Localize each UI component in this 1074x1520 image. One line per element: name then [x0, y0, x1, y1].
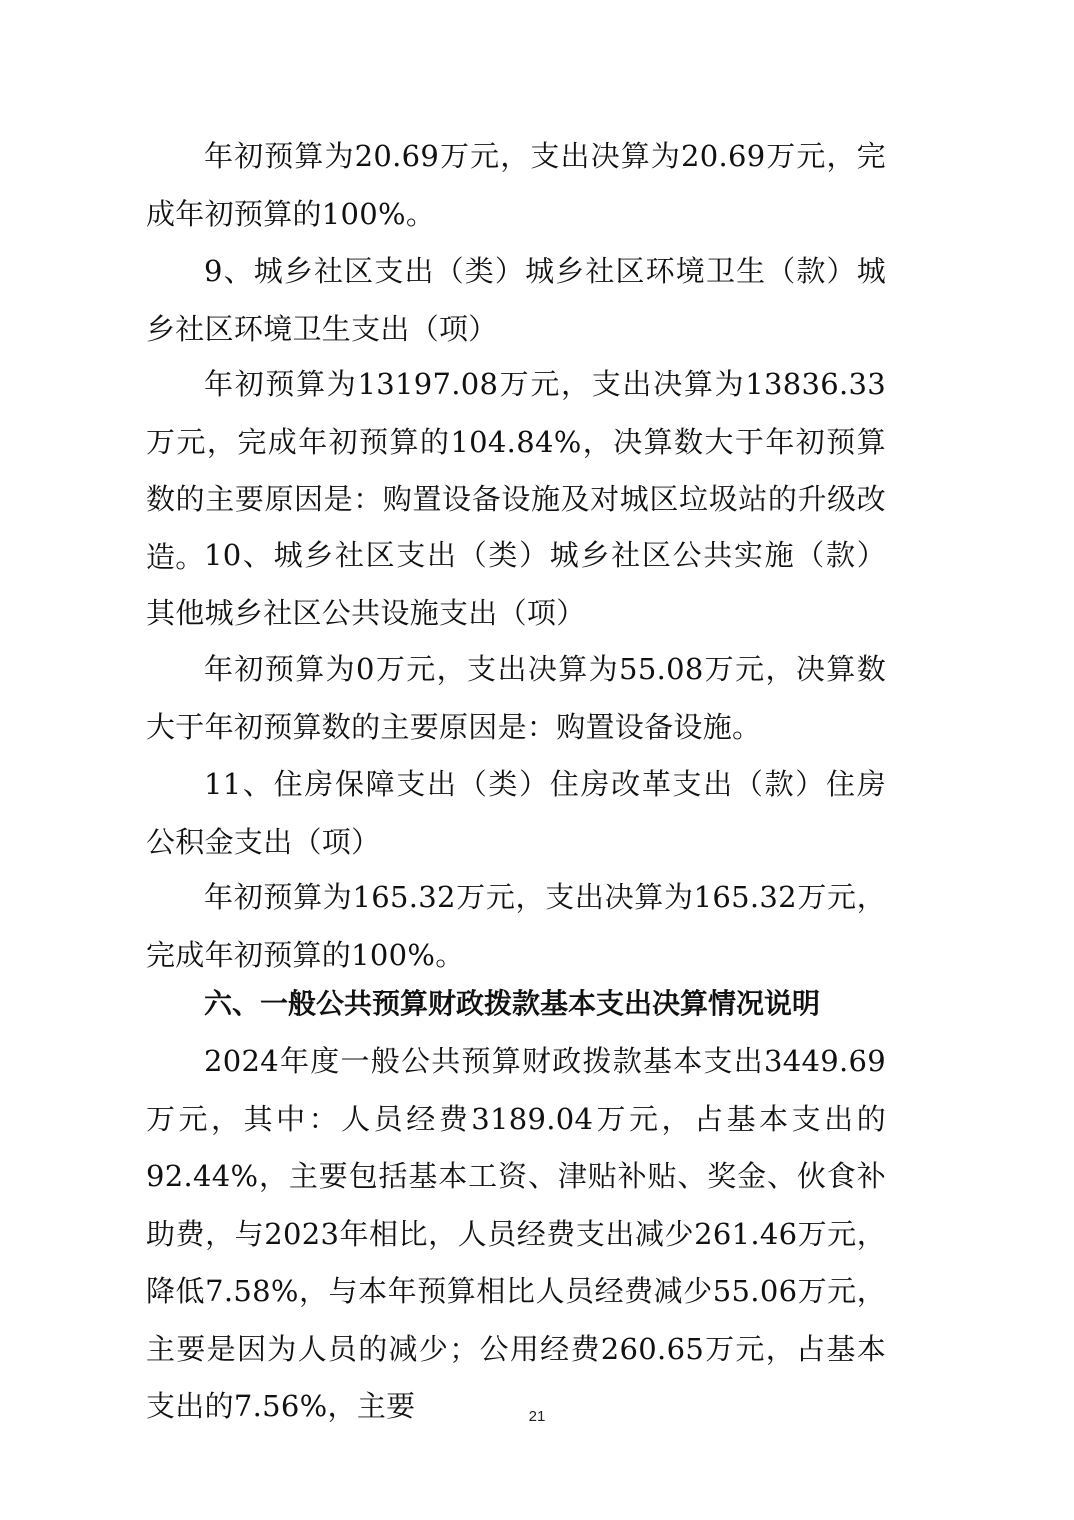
section-heading-basic-expenditure: 六、一般公共预算财政拨款基本支出决算情况说明 — [204, 987, 821, 1020]
paragraph-budget-20-69: 年初预算为20.69万元，支出决算为20.69万元，完成年初预算的100%。 — [146, 139, 886, 231]
paragraph-budget-13197: 年初预算为13197.08万元，支出决算为13836.33万元，完成年初预算的104.84%，决算数大于年初预算数的主要原因是：购置设备设施及对城区垃圾站的升级改造。 — [146, 367, 886, 574]
paragraph-item-11-heading: 11、住房保障支出（类）住房改革支出（款）住房公积金支出（项） — [146, 767, 886, 859]
paragraph-item-9-heading: 9、城乡社区支出（类）城乡社区环境卫生（款）城乡社区环境卫生支出（项） — [146, 254, 886, 346]
paragraph-item-10-heading: 10、城乡社区支出（类）城乡社区公共实施（款）其他城乡社区公共设施支出（项） — [146, 538, 886, 630]
paragraph-budget-165-32: 年初预算为165.32万元，支出决算为165.32万元，完成年初预算的100%。 — [146, 880, 886, 972]
paragraph-budget-0: 年初预算为0万元，支出决算为55.08万元，决算数大于年初预算数的主要原因是：购置设备设施。 — [146, 652, 886, 744]
page-number: 21 — [528, 1408, 546, 1425]
paragraph-basic-expenditure-body: 2024年度一般公共预算财政拨款基本支出3449.69万元，其中：人员经费3189.04万元，占基本支出的92.44%，主要包括基本工资、津贴补贴、奖金、伙食补助费，与2023年相比，人员经费支出减少261.46万元，降低7.58%，与本年预算相比人员经费减少55.06万元，主要是因为人员的减少；公用经费260.65万元，占基本支出的7.56%，主要 — [146, 1044, 886, 1423]
